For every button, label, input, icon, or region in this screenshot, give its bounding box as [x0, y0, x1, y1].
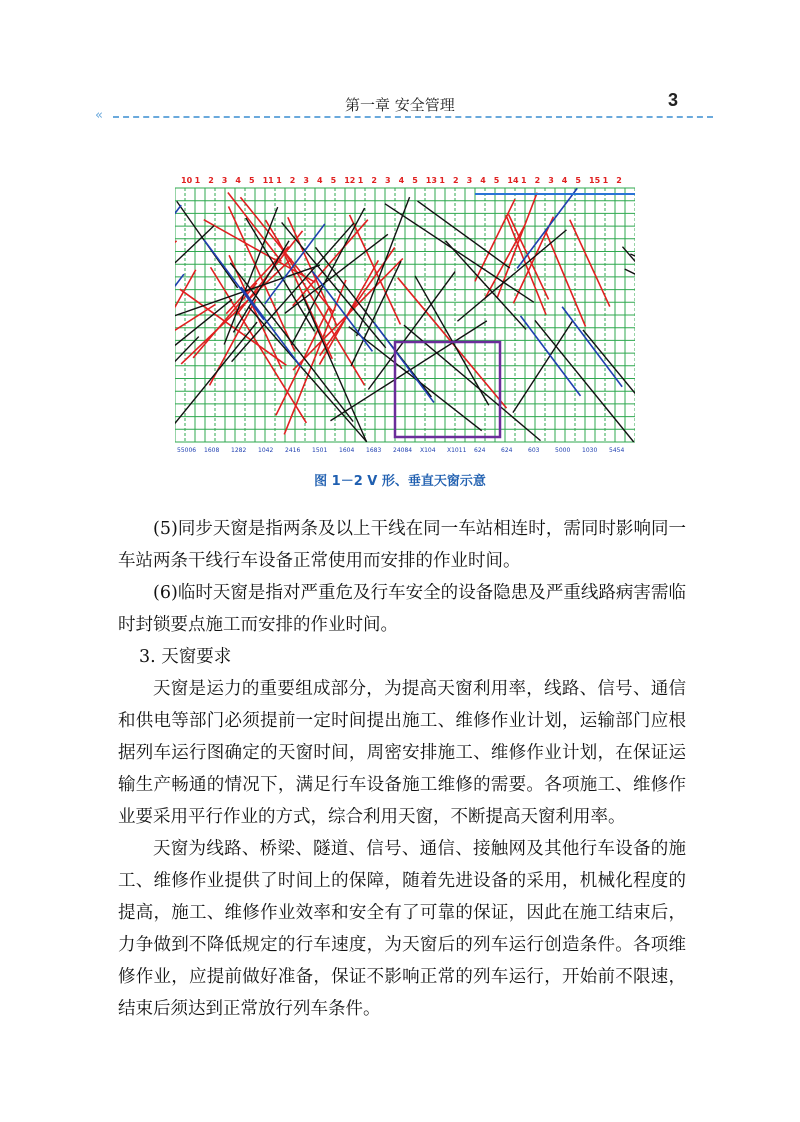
- figure-caption: 图 1－2 V 形、垂直天窗示意: [314, 474, 486, 489]
- top-label: 3: [303, 176, 309, 185]
- top-label: 2: [453, 176, 459, 185]
- train-path-red: [513, 217, 553, 304]
- top-label: 2: [208, 176, 214, 185]
- bottom-label: 1042: [258, 447, 274, 454]
- top-label: 4: [235, 176, 241, 185]
- train-diagram-figure: [175, 172, 635, 454]
- top-label: 4: [398, 176, 405, 185]
- train-path-red: [570, 220, 610, 307]
- top-label: 14: [507, 176, 519, 185]
- body-text: [118, 513, 686, 1025]
- top-label: 15: [589, 176, 601, 185]
- page-number: 3: [668, 90, 679, 110]
- header-rule: [113, 116, 713, 118]
- chapter-title: 第一章 安全管理: [345, 96, 455, 114]
- train-path-black: [457, 230, 566, 321]
- bottom-label: 5454: [609, 447, 625, 454]
- train-path-red: [509, 214, 549, 299]
- top-label: 11: [262, 176, 274, 185]
- section-heading: 3. 天窗要求: [139, 647, 232, 667]
- bottom-label: 2416: [285, 447, 301, 454]
- top-label: 1: [276, 176, 282, 185]
- top-label: 3: [466, 176, 473, 185]
- top-label: 1: [357, 176, 364, 185]
- paragraph-synchronous-window: (5)同步天窗是指两条及以上干线在同一车站相连时，需同时影响同一车站两条干线行车设备正常使用而安排的作业时间。: [118, 519, 686, 571]
- train-path-black: [224, 207, 278, 344]
- top-label: 3: [548, 176, 554, 185]
- train-path-black: [630, 254, 635, 313]
- top-label: 1: [439, 176, 445, 185]
- train-path-black: [583, 330, 635, 442]
- train-path-red: [506, 215, 546, 315]
- train-path-red: [293, 220, 368, 306]
- bottom-label: 624: [474, 447, 486, 454]
- train-path-black: [175, 265, 320, 319]
- bottom-label: 603: [528, 447, 540, 454]
- train-path-black: [175, 299, 232, 412]
- paragraph-window-requirements: 天窗是运力的重要组成部分，为提高天窗利用率，线路、信号、通信和供电等部门必须提前一定时间提出施工、维修作业计划，运输部门应根据列车运行图确定的天窗时间，周密安排施工、维修作业计划，在保证运输生产畅通的情况下，满足行车设备施工维修的需要。各项施工、维修作业要采用平行作业的方式，综合利用天窗，不断提高天窗利用率。: [118, 679, 686, 827]
- header-arrow-icon: «: [95, 108, 103, 123]
- top-label: 5: [575, 176, 581, 185]
- top-label: 3: [221, 176, 228, 185]
- train-path-black: [248, 307, 366, 442]
- bottom-label: 624: [501, 447, 513, 454]
- top-label: 12: [344, 176, 356, 185]
- top-label: 5: [493, 176, 500, 185]
- paragraph-temporary-window: (6)临时天窗是指对严重危及行车安全的设备隐患及严重线路病害需临时封锁要点施工而安排的作业时间。: [118, 583, 686, 635]
- bottom-label: 5000: [555, 447, 571, 454]
- top-label: 4: [561, 176, 568, 185]
- maintenance-window-box: [395, 342, 500, 437]
- top-label: 1: [602, 176, 609, 185]
- top-label: 1: [521, 176, 527, 185]
- train-path-black: [385, 204, 534, 303]
- bottom-label: 1501: [312, 447, 328, 454]
- top-label: 2: [289, 176, 296, 185]
- train-path-black: [513, 321, 572, 412]
- top-label: 5: [249, 176, 255, 185]
- top-label: 5: [412, 176, 418, 185]
- top-label: 1: [194, 176, 201, 185]
- paragraph-window-guarantee: 天窗为线路、桥梁、隧道、信号、通信、接触网及其他行车设备的施工、维修作业提供了时间上的保障，随着先进设备的采用，机械化程度的提高，施工、维修作业效率和安全有了可靠的保证，因此在施工结束后，力争做到不降低规定的行车速度，为天窗后的列车运行创造条件。各项维修作业，应提前做好准备，保证不影响正常的列车运行，开始前不限速，结束后须达到正常放行列车条件。: [118, 839, 686, 1019]
- top-label: 2: [371, 176, 377, 185]
- bottom-label: 1683: [366, 447, 382, 454]
- train-path-blue: [562, 307, 622, 387]
- top-label: 4: [317, 176, 323, 185]
- train-diagram: [175, 172, 635, 454]
- train-path-blue: [175, 205, 181, 285]
- top-label: 4: [480, 176, 486, 185]
- bottom-label: 55006: [177, 447, 197, 454]
- page-header: [95, 88, 725, 124]
- top-label: 2: [534, 176, 541, 185]
- bottom-label: X1011: [447, 447, 467, 454]
- top-label: 13: [425, 176, 437, 185]
- bottom-label: 1030: [582, 447, 598, 454]
- bottom-label: 1604: [339, 447, 355, 454]
- top-label: 5: [330, 176, 337, 185]
- top-label: 2: [616, 176, 622, 185]
- top-label: 3: [385, 176, 391, 185]
- bottom-label: X104: [420, 447, 436, 454]
- bottom-label: 1282: [231, 447, 247, 454]
- bottom-label: 1608: [204, 447, 220, 454]
- train-path-black: [625, 269, 635, 325]
- top-label: 10: [181, 176, 193, 185]
- bottom-label: 24084: [393, 447, 413, 454]
